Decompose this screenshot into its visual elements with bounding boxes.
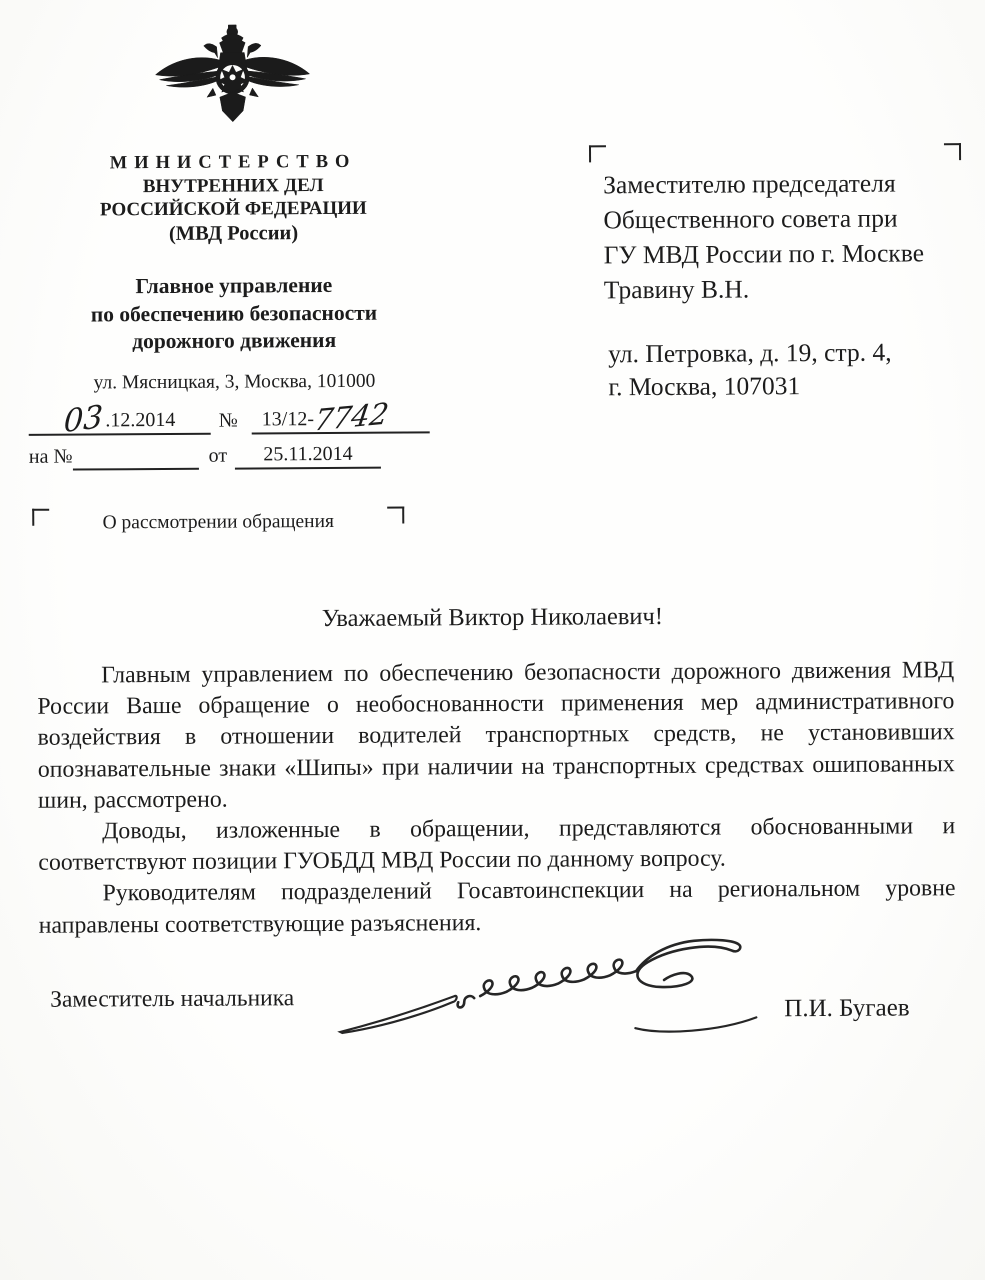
department-line2: по обеспечению безопасности (90, 300, 378, 326)
letterhead (8, 22, 458, 394)
signer-position: Заместитель начальника (50, 985, 295, 1013)
department-line1: Главное управление (135, 272, 333, 299)
signer-name: П.И. Бугаев (784, 994, 910, 1023)
department-line3: дорожного движения (132, 327, 337, 354)
subject-corner-left-mark (32, 509, 49, 526)
recipient-line4: Травину В.Н. (603, 274, 750, 305)
incoming-from-label: от (208, 444, 228, 467)
subject-corner-right-mark (387, 507, 404, 524)
ministry-name-line2: ВНУТРЕННИХ ДЕЛ (142, 175, 324, 198)
number-sign-label: № (218, 409, 238, 432)
outgoing-date-handwritten: 03 (63, 398, 105, 441)
recipient-line2: Общественного совета при (603, 203, 898, 235)
incoming-reference-row (29, 442, 439, 471)
handwritten-signature-icon (330, 934, 763, 1039)
salutation: Уважаемый Виктор Николаевич! (321, 602, 664, 633)
recipient-block (589, 143, 963, 403)
subject-text: О рассмотрении обращения (102, 510, 335, 534)
subject-block (32, 507, 404, 535)
outgoing-number-handwritten: 7742 (312, 396, 392, 438)
body-paragraph-2: Доводы, изложенные в обращении, представляются обоснованными и соответствуют позиции ГУОБДД МВД России по данному вопросу. (38, 813, 956, 876)
mvd-double-headed-eagle-emblem-icon (153, 23, 312, 126)
incoming-date-field: 25.11.2014 (235, 443, 381, 470)
outgoing-number-field (252, 396, 430, 438)
ministry-name-line3: РОССИЙСКОЙ ФЕДЕРАЦИИ (99, 197, 367, 221)
outgoing-date-field (29, 398, 211, 441)
recipient-line3: ГУ МВД России по г. Москве (603, 238, 925, 270)
outgoing-number-typed: 13/12- (261, 408, 315, 431)
outgoing-reference-row (29, 396, 439, 441)
ministry-abbreviation: (МВД России) (168, 222, 299, 245)
sender-postal-address: ул. Мясницкая, 3, Москва, 101000 (93, 370, 376, 393)
incoming-number-field (72, 444, 198, 471)
recipient-address-line1: ул. Петровка, д. 19, стр. 4, (608, 337, 892, 369)
recipient-line1: Заместителю председателя (603, 168, 896, 200)
recipient-address-line2: г. Москва, 107031 (608, 371, 801, 402)
recipient-corner-left-mark (589, 145, 606, 162)
reference-block (28, 396, 439, 471)
ministry-name-line1: МИНИСТЕРСТВО (109, 151, 357, 174)
body-paragraph-3: Руководителям подразделений Госавтоинспекции на региональном уровне направлены соответствующие разъяснения. (38, 875, 956, 939)
recipient-address (608, 335, 962, 403)
body-paragraph-1: Главным управлением по обеспечению безопасности дорожного движения МВД России Ваше обращение о необоснованности применения мер административного воздействия в отношении водителей транспортных средств, не установивших опознавательные знаки «Шипы» при наличии на транспортных средствах ошипованных шин, рассмотрено. (37, 657, 955, 814)
recipient-corner-right-mark (944, 143, 961, 160)
incoming-number-label: на № (28, 445, 73, 468)
department-name (10, 271, 458, 356)
outgoing-date-typed: .12.2014 (105, 408, 176, 432)
letter-body (37, 655, 956, 941)
recipient-name-lines (603, 165, 962, 307)
